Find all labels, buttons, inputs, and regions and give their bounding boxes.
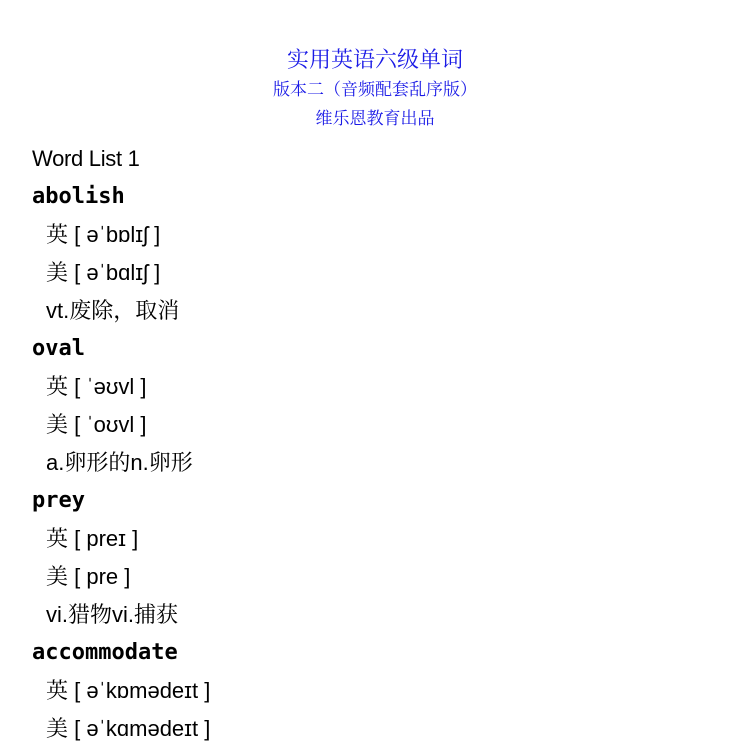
document-subtitle: 版本二（音频配套乱序版）: [273, 80, 477, 99]
word-list: [32, 140, 732, 748]
entry-us-phonetic: 美 [ ˈoʊvl ]: [46, 412, 147, 437]
word-entry: [32, 634, 732, 748]
entry-uk-phonetic: 英 [ ˈəʊvl ]: [46, 374, 147, 399]
entry-meaning: vt.废除，取消: [46, 298, 180, 323]
entry-word: accommodate: [32, 640, 178, 665]
entry-meaning: a.卵形的n.卵形: [46, 450, 193, 475]
word-list-heading: Word List 1: [32, 146, 140, 171]
word-entry: [32, 330, 732, 482]
entry-word: abolish: [32, 184, 125, 209]
entry-word: prey: [32, 488, 85, 513]
document-title: 实用英语六级单词: [286, 47, 463, 72]
entry-uk-phonetic: 英 [ əˈbɒlɪʃ ]: [46, 222, 161, 247]
entry-us-phonetic: 美 [ pre ]: [46, 564, 131, 589]
entry-us-phonetic: 美 [ əˈbɑlɪʃ ]: [46, 260, 161, 285]
entry-word: oval: [32, 336, 85, 361]
word-entry: [32, 178, 732, 330]
entry-us-phonetic: 美 [ əˈkɑmədeɪt ]: [46, 716, 211, 741]
entry-uk-phonetic: 英 [ preɪ ]: [46, 526, 139, 551]
word-entry: [32, 482, 732, 634]
entry-uk-phonetic: 英 [ əˈkɒmədeɪt ]: [46, 678, 211, 703]
document-publisher: 维乐恩教育出品: [315, 109, 435, 128]
entry-meaning: vi.猎物vi.捕获: [46, 602, 179, 627]
